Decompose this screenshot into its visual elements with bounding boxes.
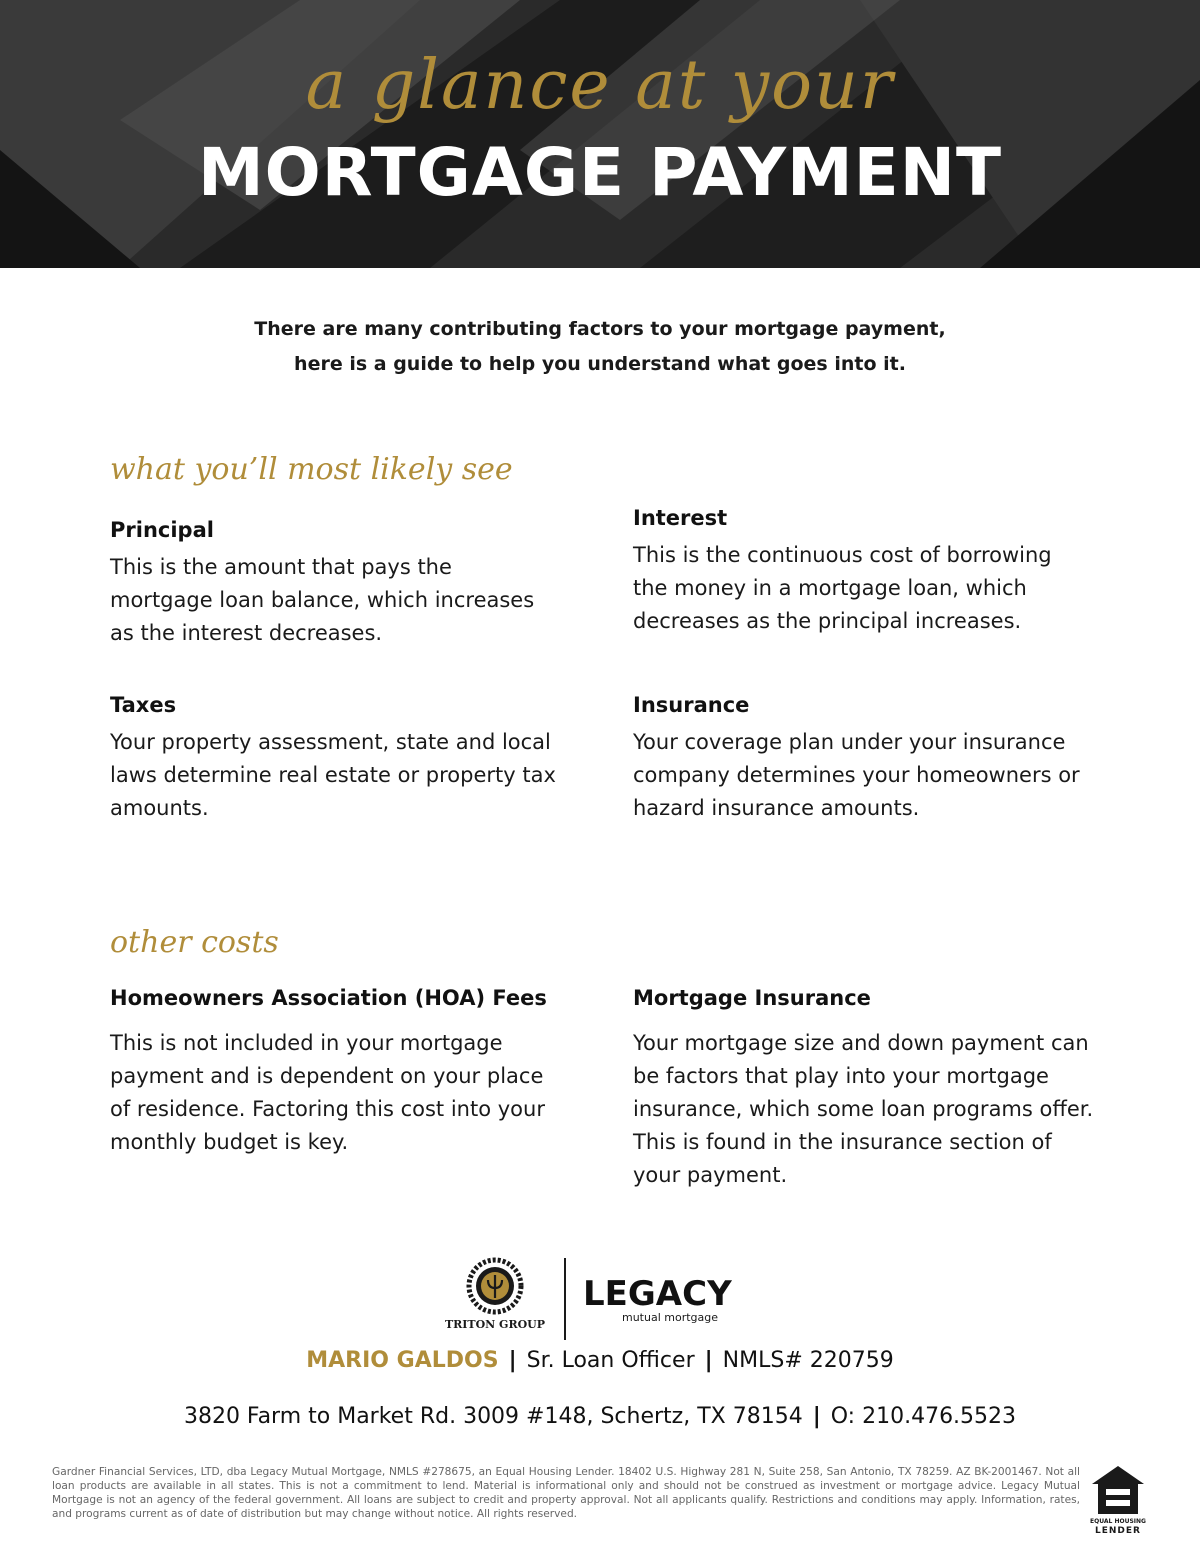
legacy-arrow-mark-icon [658, 1278, 684, 1308]
legacy-tagline: mutual mortgage [622, 1311, 719, 1324]
item-title: Homeowners Association (HOA) Fees [110, 986, 547, 1010]
item-principal [110, 514, 580, 650]
item-hoa-fees [110, 982, 580, 1159]
item-title: Insurance [633, 693, 750, 717]
logo-bar [440, 1256, 760, 1340]
section-heading-other-costs: other costs [110, 925, 279, 960]
loan-officer-title: Sr. Loan Officer [526, 1348, 695, 1373]
item-body: Your property assessment, state and local laws determine real estate or property tax amounts. [110, 730, 556, 820]
hero-script-title: a glance at your [305, 46, 895, 125]
item-insurance [633, 689, 1103, 825]
item-body: Your coverage plan under your insurance company determines your homeowners or hazard insurance amounts. [633, 730, 1080, 820]
section-heading-most-likely: what you’ll most likely see [110, 452, 513, 487]
nmls-number: NMLS# 220759 [722, 1348, 894, 1373]
lender-label: LENDER [1095, 1526, 1141, 1536]
triton-group-name: TRITON GROUP [444, 1318, 546, 1331]
item-mortgage-insurance [633, 982, 1103, 1192]
item-body: This is the continuous cost of borrowing the money in a mortgage loan, which decreases as the principal increases. [633, 543, 1052, 633]
office-address: 3820 Farm to Market Rd. 3009 #148, Schertz, TX 78154 [183, 1404, 803, 1429]
item-title: Principal [110, 518, 214, 542]
contact-line-1: MARIO GALDOS | Sr. Loan Officer | NMLS# 220759 [306, 1348, 894, 1373]
contact-line-2: 3820 Farm to Market Rd. 3009 #148, Schertz, TX 78154 | O: 210.476.5523 [183, 1404, 1017, 1429]
loan-officer-name: MARIO GALDOS [306, 1348, 499, 1373]
triton-group-logo [440, 1256, 550, 1318]
item-interest [633, 502, 1103, 638]
hero-banner [0, 0, 1200, 268]
item-title: Interest [633, 506, 728, 530]
page-title: MORTGAGE PAYMENT [197, 134, 1003, 211]
intro-line-1: There are many contributing factors to your mortgage payment, [254, 318, 946, 340]
item-taxes [110, 689, 580, 825]
equal-housing-label: EQUAL HOUSING [1090, 1518, 1146, 1525]
equal-housing-icon [1088, 1462, 1148, 1518]
item-body: This is the amount that pays the mortgage loan balance, which increases as the interest decreases. [110, 555, 535, 645]
legal-disclaimer: Gardner Financial Services, LTD, dba Legacy Mutual Mortgage, NMLS #278675, an Equal Housing Lender. 18402 U.S. Highway 281 N, Suite 258, San Antonio, TX 78259. AZ BK-2001467. Not all loan products are available in all states. This is not a commitment to lend. Material is informational only and should not be construed as investment or mortgage advice. Legacy Mutual Mortgage is not an agency of the federal government. All loans are subject to credit and property approval. Not all applicants qualify. Restrictions and conditions may apply. Information, rates, and programs current as of date of distribution but may change without notice. All rights reserved. [52, 1466, 1080, 1520]
item-body: This is not included in your mortgage payment and is dependent on your place of residence. Factoring this cost into your monthly budget is key. [110, 1031, 545, 1154]
legacy-logo-text: LEGACY [583, 1274, 732, 1314]
item-body: Your mortgage size and down payment can be factors that play into your mortgage insurance, which some loan programs offer. This is found in the insurance section of your payment. [633, 1031, 1094, 1187]
logo-divider [564, 1258, 566, 1340]
intro-line-2: here is a guide to help you understand what goes into it. [294, 353, 906, 375]
item-title: Taxes [110, 693, 177, 717]
item-title: Mortgage Insurance [633, 986, 871, 1010]
office-phone: O: 210.476.5523 [830, 1404, 1017, 1429]
intro-text [0, 312, 1200, 382]
equal-housing-lender-logo [1088, 1462, 1148, 1542]
